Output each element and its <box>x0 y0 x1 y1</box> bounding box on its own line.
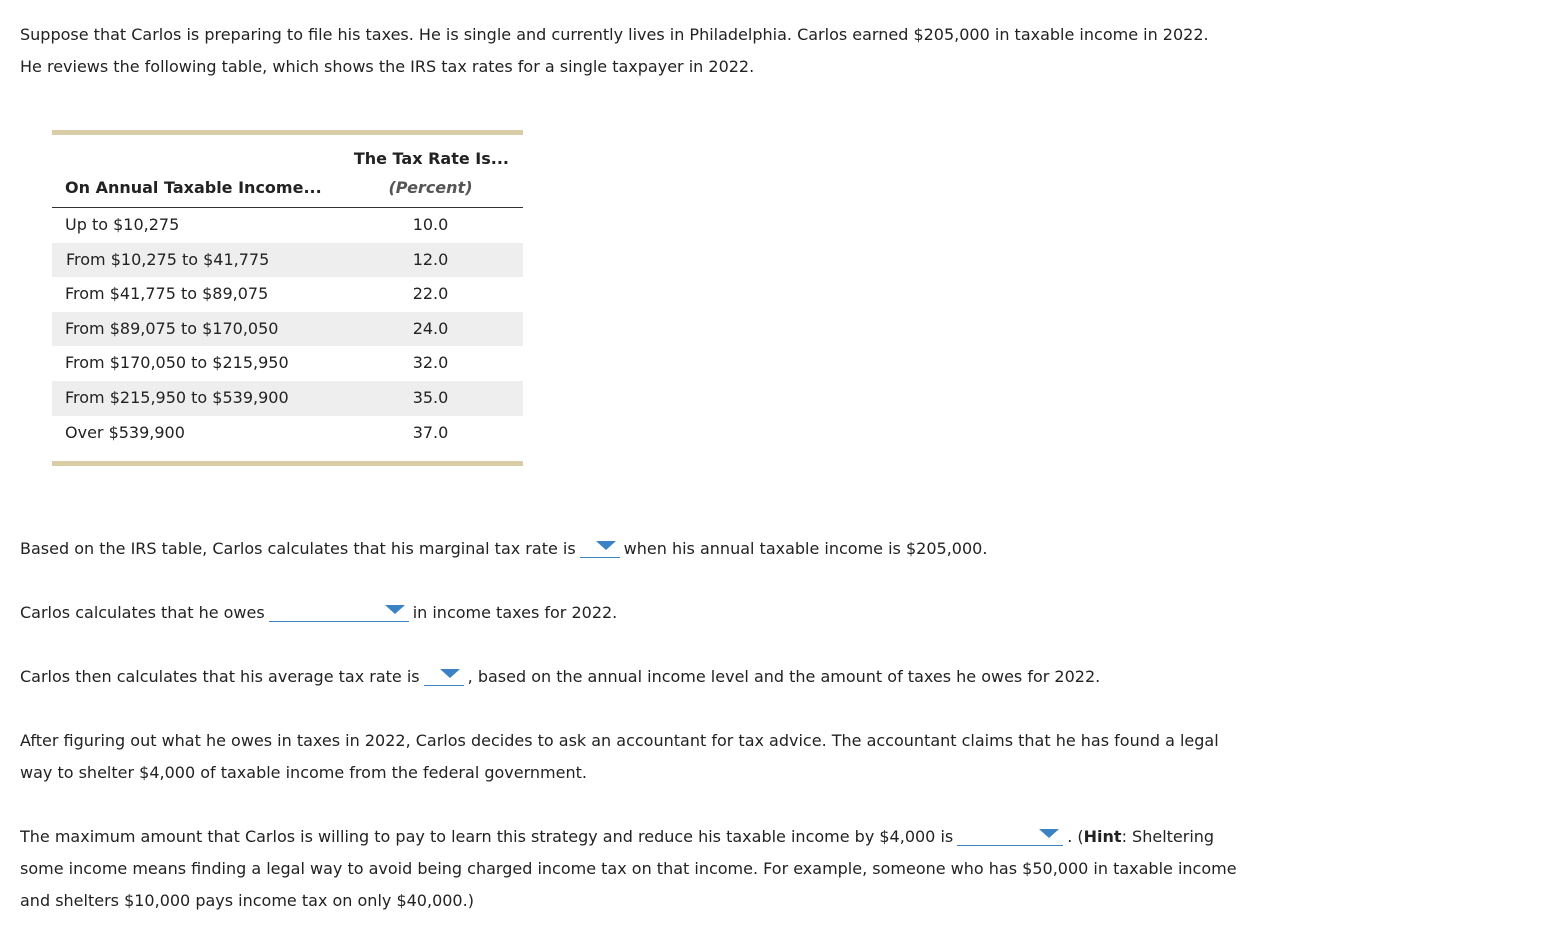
table-row <box>52 208 523 243</box>
q5-text-before: The maximum amount that Carlos is willing to pay to learn this strategy and reduce his taxable income by $4,000 is <box>20 827 954 846</box>
q5-line-3: and shelters $10,000 pays income tax on only $40,000.) <box>20 891 474 910</box>
intro-paragraph <box>20 19 1209 83</box>
intro-line-1: Suppose that Carlos is preparing to file his taxes. He is single and currently lives in Philadelphia. Carlos earned $205,000 in taxable income in 2022. <box>20 25 1209 44</box>
q4-line-2: way to shelter $4,000 of taxable income from the federal government. <box>20 763 587 782</box>
q3-text-after: , based on the annual income level and the amount of taxes he owes for 2022. <box>467 667 1101 686</box>
taxes-owed-question <box>20 597 617 629</box>
income-column-header: On Annual Taxable Income... <box>65 178 322 197</box>
chevron-down-icon <box>440 669 460 678</box>
chevron-down-icon <box>596 541 616 550</box>
average-rate-question <box>20 661 1100 693</box>
table-row <box>52 277 523 312</box>
rate-cell: 32.0 <box>412 353 449 373</box>
q1-text-after: when his annual taxable income is $205,000. <box>623 539 988 558</box>
rate-cell: 37.0 <box>412 422 449 442</box>
q1-text-before: Based on the IRS table, Carlos calculates that his marginal tax rate is <box>20 539 576 558</box>
income-cell: From $41,775 to $89,075 <box>65 284 269 304</box>
q2-text-before: Carlos calculates that he owes <box>20 603 265 622</box>
income-cell: From $89,075 to $170,050 <box>65 318 279 338</box>
q3-text-before: Carlos then calculates that his average tax rate is <box>20 667 420 686</box>
rate-cell: 24.0 <box>412 318 449 338</box>
income-cell: From $170,050 to $215,950 <box>65 353 289 373</box>
q4-line-1: After figuring out what he owes in taxes in 2022, Carlos decides to ask an accountant for tax advice. The accountant claims that he has found a legal <box>20 731 1219 750</box>
rate-unit-header: (Percent) <box>388 178 473 197</box>
table-row <box>52 381 523 416</box>
income-cell: Over $539,900 <box>65 422 185 442</box>
rate-cell: 12.0 <box>412 249 449 269</box>
table-row <box>52 243 523 278</box>
income-cell: From $215,950 to $539,900 <box>65 387 289 407</box>
income-cell: Up to $10,275 <box>65 215 180 234</box>
table-bottom-rule <box>52 461 523 466</box>
income-cell: From $10,275 to $41,775 <box>66 249 270 269</box>
tax-rate-table <box>52 130 523 466</box>
hint-label: Hint <box>1083 827 1122 846</box>
q2-text-after: in income taxes for 2022. <box>412 603 618 622</box>
hint-text: : Sheltering <box>1121 827 1215 846</box>
rate-cell: 22.0 <box>412 284 449 304</box>
table-row <box>52 312 523 347</box>
q5-line-1 <box>20 821 1237 853</box>
rate-column-header: The Tax Rate Is... <box>353 149 509 168</box>
rate-cell: 35.0 <box>412 387 449 407</box>
taxes-owed-dropdown[interactable] <box>269 601 409 622</box>
table-spacer <box>52 450 523 461</box>
q5-line-2: some income means finding a legal way to avoid being charged income tax on that income. For example, someone who has $50,000 in taxable income <box>20 859 1237 878</box>
shelter-question <box>20 821 1237 917</box>
hint-open: . ( <box>1067 827 1084 846</box>
chevron-down-icon <box>385 605 405 614</box>
marginal-rate-question <box>20 533 987 565</box>
table-row <box>52 416 523 451</box>
average-rate-dropdown[interactable] <box>424 665 464 686</box>
table-header <box>52 135 523 208</box>
chevron-down-icon <box>1039 829 1059 838</box>
accountant-paragraph <box>20 725 1219 789</box>
max-payment-dropdown[interactable] <box>957 825 1063 846</box>
intro-line-2: He reviews the following table, which shows the IRS tax rates for a single taxpayer in 2022. <box>20 57 755 76</box>
rate-cell: 10.0 <box>412 215 449 234</box>
table-row <box>52 346 523 381</box>
marginal-rate-dropdown[interactable] <box>580 537 620 558</box>
